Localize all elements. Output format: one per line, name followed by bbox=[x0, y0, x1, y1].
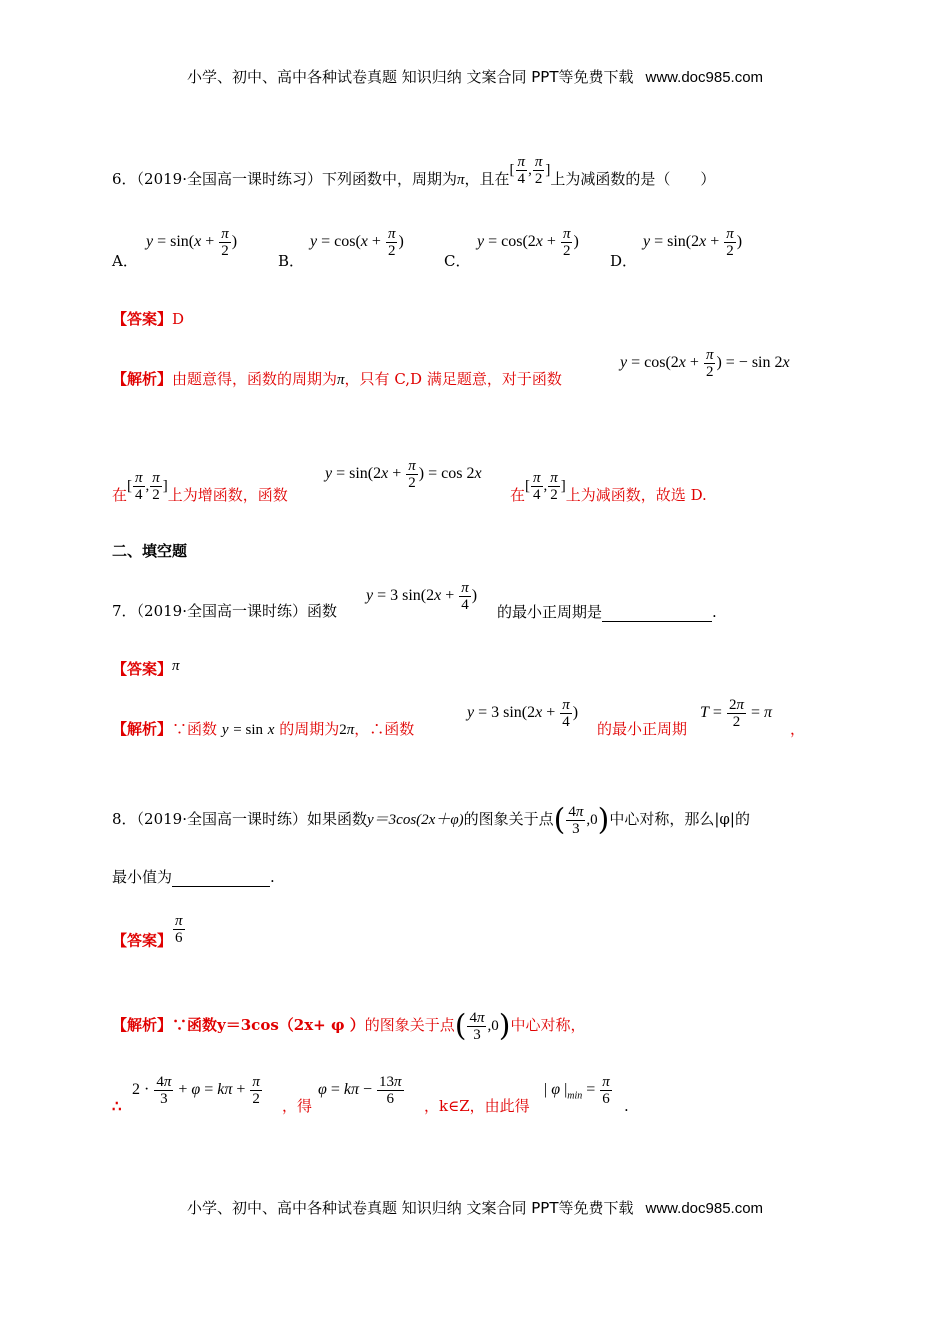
analysis-text: 的周期为 bbox=[279, 720, 340, 738]
q7-text-b: 的最小正周期是 bbox=[497, 603, 603, 621]
section-title: 二、填空题 bbox=[112, 542, 188, 560]
option-b-letter: B． bbox=[278, 252, 305, 270]
q7-number: 7． bbox=[112, 602, 137, 620]
q8-end-dot bbox=[624, 1096, 629, 1116]
option-d-formula: y = sin(2x + $\frac{\pi}{2}$ ) bbox=[643, 226, 743, 259]
q8-end: . bbox=[270, 868, 275, 886]
question-7 bbox=[112, 601, 337, 621]
footer-url[interactable]: www.doc985.com bbox=[645, 1200, 764, 1217]
analysis-text: 由题意得，函数的周期为 bbox=[172, 370, 338, 388]
interval-pi4-pi2: [ $\frac{\pi}{4}$ , $\frac{\pi}{2}$ ] bbox=[127, 470, 168, 503]
q7-formula: y = 3 sin(2x + $\frac{\pi}{4}$ ) bbox=[366, 580, 478, 613]
header-url[interactable]: www.doc985.com bbox=[645, 69, 764, 86]
option-a-formula: y = sin(x + $\frac{\pi}{2}$ ) bbox=[146, 226, 238, 259]
q7-end: . bbox=[712, 603, 717, 621]
q8-answer-blank[interactable] bbox=[172, 866, 270, 887]
q6-text: 下列函数中，周期为 bbox=[322, 169, 458, 188]
pi-symbol: π bbox=[337, 372, 345, 388]
q6-source: （2019·全国高一课时练习） bbox=[136, 169, 322, 188]
analysis-text: ∵函数 bbox=[172, 720, 218, 738]
q8-number: 8． bbox=[112, 809, 137, 828]
option-c-letter: C． bbox=[444, 252, 471, 270]
therefore-symbol: ∴ bbox=[112, 1097, 122, 1115]
option-a[interactable] bbox=[112, 250, 138, 271]
q7-analysis-comma bbox=[790, 719, 805, 739]
q8-equation-2: φ = kπ − $\frac{13\pi}{6}$ bbox=[318, 1074, 402, 1107]
analysis-text: 上为增函数，函数 bbox=[167, 485, 288, 504]
q7-text: 函数 bbox=[307, 602, 338, 620]
answer-label: 【答案】 bbox=[112, 660, 173, 678]
q8-line2: 最小值为 bbox=[112, 868, 173, 886]
q7-analysis-end bbox=[597, 719, 687, 739]
q7-answer bbox=[112, 659, 180, 680]
analysis-text: ∵函数 bbox=[172, 1015, 218, 1034]
interval-pi4-pi2: [ $\frac{\pi}{4}$ , $\frac{\pi}{2}$ ] bbox=[525, 470, 566, 503]
option-a-letter: A． bbox=[112, 252, 138, 270]
answer-pi: π bbox=[172, 658, 180, 674]
analysis-text: 在 bbox=[510, 485, 526, 504]
q6-number: 6． bbox=[112, 169, 137, 188]
page-header bbox=[0, 66, 950, 87]
question-8 bbox=[112, 804, 750, 837]
q8-get-text bbox=[282, 1096, 312, 1116]
analysis-text: ，得 bbox=[282, 1097, 313, 1115]
q8-k-text bbox=[424, 1096, 530, 1116]
footer-text: 小学、初中、高中各种试卷真题 知识归纳 文案合同 PPT等免费下载 bbox=[186, 1199, 634, 1217]
q8-function: y＝3cos(2x＋φ) bbox=[367, 811, 464, 828]
option-c-formula: y = cos(2x + $\frac{\pi}{2}$ ) bbox=[477, 226, 579, 259]
pi-symbol: π bbox=[457, 171, 465, 188]
q7-source: （2019·全国高一课时练） bbox=[136, 602, 307, 620]
q7-period-formula: T = $\frac{2\pi}{2}$ = π bbox=[700, 697, 772, 730]
q6-analysis-formula-1: y = cos(2x + $\frac{\pi}{2}$ ) = − sin 2x bbox=[620, 347, 790, 380]
answer-label: 【答案】 bbox=[112, 931, 173, 950]
answer-value: D bbox=[172, 310, 185, 328]
q8-min-formula: | φ $|_{min}$ = $\frac{\pi}{6}$ bbox=[544, 1074, 610, 1107]
q8-text-c: 中心对称，那么|φ|的 bbox=[609, 809, 750, 828]
analysis-text: 上为减函数，故选 D. bbox=[565, 485, 707, 504]
analysis-text: ， bbox=[790, 720, 806, 738]
interval-pi4-pi2: [ $\frac{\pi}{4}$ , $\frac{\pi}{2}$ ] bbox=[509, 154, 551, 187]
analysis-text: 在 bbox=[112, 485, 128, 504]
q6-analysis-line2b bbox=[510, 470, 707, 513]
q8-analysis-line2 bbox=[112, 1096, 122, 1116]
answer-label: 【答案】 bbox=[112, 310, 173, 328]
analysis-text: 中心对称， bbox=[510, 1015, 586, 1034]
q8-analysis bbox=[112, 1010, 585, 1043]
option-d[interactable] bbox=[610, 250, 637, 271]
analysis-label: 【解析】 bbox=[112, 720, 173, 738]
q6-analysis-line1 bbox=[112, 369, 562, 390]
question-6 bbox=[112, 154, 716, 197]
analysis-text: ，∴函数 bbox=[354, 720, 415, 738]
q8-text-b: 的图象关于点 bbox=[463, 809, 554, 828]
q8-source: （2019·全国高一课时练） bbox=[136, 809, 307, 828]
analysis-label: 【解析】 bbox=[112, 1015, 173, 1034]
q6-answer bbox=[112, 309, 184, 329]
option-b-formula: y = cos(x + $\frac{\pi}{2}$ ) bbox=[310, 226, 404, 259]
analysis-text: 的最小正周期 bbox=[597, 720, 688, 738]
page-footer bbox=[0, 1197, 950, 1218]
point-4pi3-0: ( $\frac{4\pi}{3}$ ,0) bbox=[454, 1008, 511, 1044]
analysis-label: 【解析】 bbox=[112, 370, 173, 388]
q7-text-end bbox=[497, 601, 717, 622]
q8-text: 如果函数 bbox=[307, 809, 368, 828]
q6-analysis-formula-2: y = sin(2x + $\frac{\pi}{2}$ ) = cos 2x bbox=[325, 458, 482, 491]
q7-analysis: 【解析】∵函数 y = sin x 的周期为2π，∴函数 bbox=[112, 720, 415, 738]
q6-analysis-line2 bbox=[112, 470, 288, 513]
option-c[interactable] bbox=[444, 250, 470, 271]
q6-text-c: 上为减函数的是（ ） bbox=[550, 169, 716, 188]
q6-text-b: ，且在 bbox=[464, 169, 510, 188]
point-4pi3-0: ( $\frac{4\pi}{3}$ ,0) bbox=[553, 802, 610, 838]
q8-equation-1: 2 · $\frac{4\pi}{3}$ + φ = kπ + $\frac{\pi}{2}$ bbox=[132, 1074, 260, 1107]
question-8-line2 bbox=[112, 866, 275, 887]
option-b[interactable] bbox=[278, 250, 304, 271]
header-text: 小学、初中、高中各种试卷真题 知识归纳 文案合同 PPT等免费下载 bbox=[186, 68, 634, 86]
q7-analysis-formula: y = 3 sin(2x + $\frac{\pi}{4}$ ) bbox=[467, 697, 579, 730]
q7-answer-blank[interactable] bbox=[602, 601, 712, 622]
analysis-text: ，k∈Z，由此得 bbox=[424, 1097, 530, 1115]
answer-pi-6: $\frac{\pi}{6}$ bbox=[175, 913, 183, 946]
analysis-function: y＝3cos（2x+ φ ） bbox=[217, 1015, 365, 1034]
analysis-text: 的图象关于点 bbox=[364, 1015, 455, 1034]
option-d-letter: D． bbox=[610, 252, 638, 270]
q8-answer bbox=[112, 913, 186, 958]
analysis-end: . bbox=[624, 1097, 629, 1115]
formula-y-sinx: y bbox=[221, 722, 229, 738]
analysis-text: ，只有 C,D 满足题意，对于函数 bbox=[344, 370, 562, 388]
